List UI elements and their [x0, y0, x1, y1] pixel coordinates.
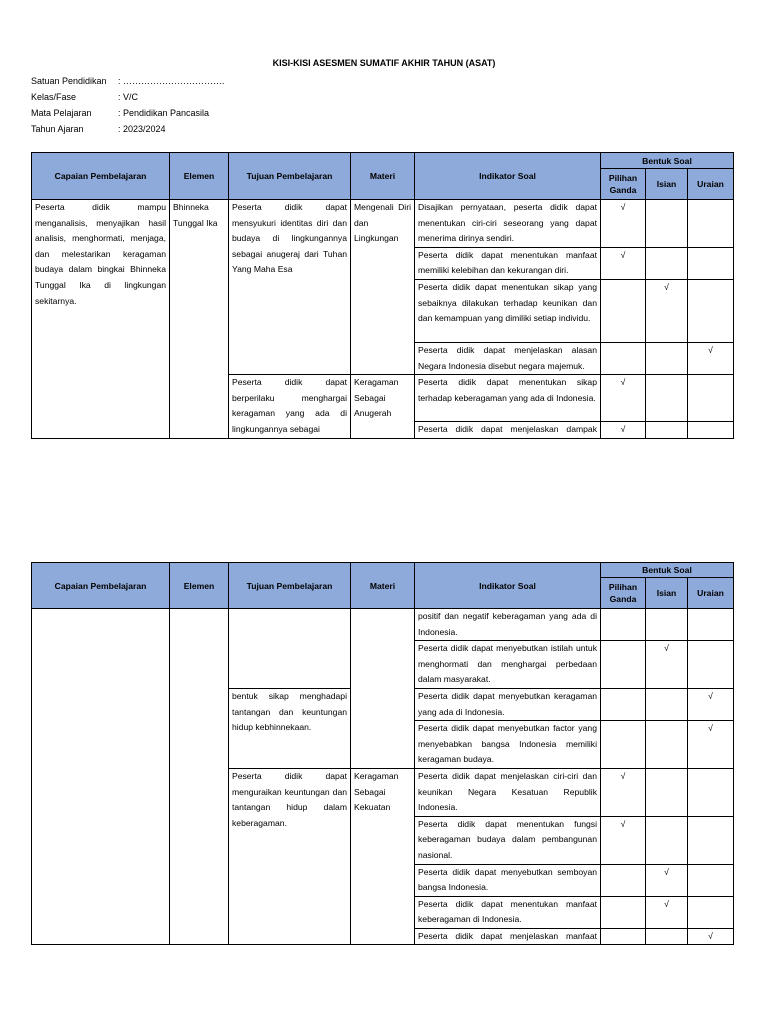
meta-label: Kelas/Fase	[31, 92, 77, 102]
check-mark: √	[601, 422, 646, 439]
meta-row-kelas	[31, 89, 225, 105]
meta-row-mapel	[31, 105, 225, 121]
header-elemen: Elemen	[170, 153, 229, 200]
indikator-cell: Peserta didik dapat menentukan fungsi keberagaman budaya dalam pembangunan nasional.	[415, 816, 601, 864]
capaian-cell	[32, 609, 170, 945]
header-bentuk-soal: Bentuk Soal	[601, 153, 734, 169]
indikator-cell: Disajikan pernyataan, peserta didik dapat menentukan ciri-ciri seseorang yang dapat menerima dirinya sendiri.	[415, 200, 601, 248]
header-indikator: Indikator Soal	[415, 563, 601, 609]
header-capaian: Capaian Pembelajaran	[32, 153, 170, 200]
materi-cell: Keragaman Sebagai Anugerah	[351, 375, 415, 439]
materi-cell	[351, 609, 415, 769]
meta-label: Mata Pelajaran	[31, 108, 92, 118]
meta-value: : V/C	[118, 92, 139, 102]
check-mark: √	[688, 928, 734, 945]
check-mark: √	[688, 721, 734, 769]
indikator-cell: Peserta didik dapat menjelaskan alasan Negara Indonesia disebut negara majemuk.	[415, 342, 601, 374]
indikator-cell: Peserta didik dapat menyebutkan istilah untuk menghormati dan menghargai perbedaan dalam masyarakat.	[415, 641, 601, 689]
check-mark: √	[646, 641, 688, 689]
header-capaian: Capaian Pembelajaran	[32, 563, 170, 609]
check-mark: √	[601, 768, 646, 816]
check-mark: √	[688, 342, 734, 374]
meta-value: : …………………………….	[118, 76, 225, 86]
tujuan-cell: Peserta didik dapat mensyukuri identitas diri dan budaya di lingkungannya sebagai anugeraj dari Tuhan Yang Maha Esa	[229, 200, 351, 375]
indikator-cell: Peserta didik dapat menentukan manfaat keberagaman di Indonesia.	[415, 896, 601, 928]
elemen-cell	[170, 609, 229, 945]
check-mark: √	[688, 688, 734, 720]
header-isian: Isian	[646, 578, 688, 609]
header-bentuk-soal: Bentuk Soal	[601, 563, 734, 578]
meta-label: Satuan Pendidikan	[31, 76, 107, 86]
header-uraian: Uraian	[688, 578, 734, 609]
meta-row-satuan	[31, 73, 225, 89]
indikator-cell: positif dan negatif keberagaman yang ada di Indonesia.	[415, 609, 601, 641]
tujuan-cell	[229, 609, 351, 689]
header-tujuan: Tujuan Pembelajaran	[229, 563, 351, 609]
indikator-cell: Peserta didik dapat menjelaskan manfaat	[415, 928, 601, 945]
tujuan-cell: Peserta didik dapat menguraikan keuntungan dan tantangan hidup dalam keberagaman.	[229, 768, 351, 945]
tujuan-cell: bentuk sikap menghadapi tantangan dan keuntungan hidup kebhinnekaan.	[229, 688, 351, 768]
indikator-cell: Peserta didik dapat menjelaskan ciri-ciri dan keunikan Negara Kesatuan Republik Indonesia.	[415, 768, 601, 816]
indikator-cell: Peserta didik dapat menentukan sikap terhadap keberagaman yang ada di Indonesia.	[415, 375, 601, 422]
check-mark: √	[601, 200, 646, 248]
indikator-cell: Peserta didik dapat menyebutkan semboyan bangsa Indonesia.	[415, 864, 601, 896]
kisi-table-page1	[31, 152, 734, 439]
meta-value: : 2023/2024	[118, 124, 166, 134]
check-mark: √	[601, 816, 646, 864]
capaian-cell: Peserta didik mampu menganalisis, menyajikan hasil analisis, menghormati, menjaga, dan melestarikan keragaman budaya dalam bingkai Bhinneka Tunggal Ika di lingkungan sekitarnya.	[32, 200, 170, 439]
header-materi: Materi	[351, 153, 415, 200]
check-mark: √	[601, 375, 646, 422]
check-mark: √	[646, 896, 688, 928]
indikator-cell: Peserta didik dapat menjelaskan dampak	[415, 422, 601, 439]
meta-row-tahun	[31, 121, 225, 137]
elemen-cell: Bhinneka Tunggal Ika	[170, 200, 229, 439]
header-elemen: Elemen	[170, 563, 229, 609]
check-mark: √	[646, 279, 688, 342]
header-pilihan-ganda: Pilihan Ganda	[601, 169, 646, 200]
header-pilihan-ganda: Pilihan Ganda	[601, 578, 646, 609]
meta-label: Tahun Ajaran	[31, 124, 84, 134]
indikator-cell: Peserta didik dapat menyebutkan factor yang menyebabkan bangsa Indonesia memiliki keragaman budaya.	[415, 721, 601, 769]
header-isian: Isian	[646, 169, 688, 200]
header-indikator: Indikator Soal	[415, 153, 601, 200]
kisi-table-page2	[31, 562, 734, 945]
header-uraian: Uraian	[688, 169, 734, 200]
indikator-cell: Peserta didik dapat menyebutkan keragaman yang ada di Indonesia.	[415, 688, 601, 720]
indikator-cell: Peserta didik dapat menentukan manfaat memiliki kelebihan dan kekurangan diri.	[415, 247, 601, 279]
materi-cell: Mengenali Diri dan Lingkungan	[351, 200, 415, 375]
header-tujuan: Tujuan Pembelajaran	[229, 153, 351, 200]
check-mark: √	[601, 247, 646, 279]
document-title: KISI-KISI ASESMEN SUMATIF AKHIR TAHUN (ASAT)	[272, 58, 496, 68]
meta-value: : Pendidikan Pancasila	[118, 108, 210, 118]
materi-cell: Keragaman Sebagai Kekuatan	[351, 768, 415, 945]
document-meta	[31, 73, 225, 137]
tujuan-cell: Peserta didik dapat berperilaku menghargai keragaman yang ada di lingkungannya sebagai	[229, 375, 351, 439]
indikator-cell: Peserta didik dapat menentukan sikap yang sebaiknya dilakukan terhadap keunikan dan dan kemampuan yang dimiliki setiap individu.	[415, 279, 601, 342]
header-materi: Materi	[351, 563, 415, 609]
check-mark: √	[646, 864, 688, 896]
